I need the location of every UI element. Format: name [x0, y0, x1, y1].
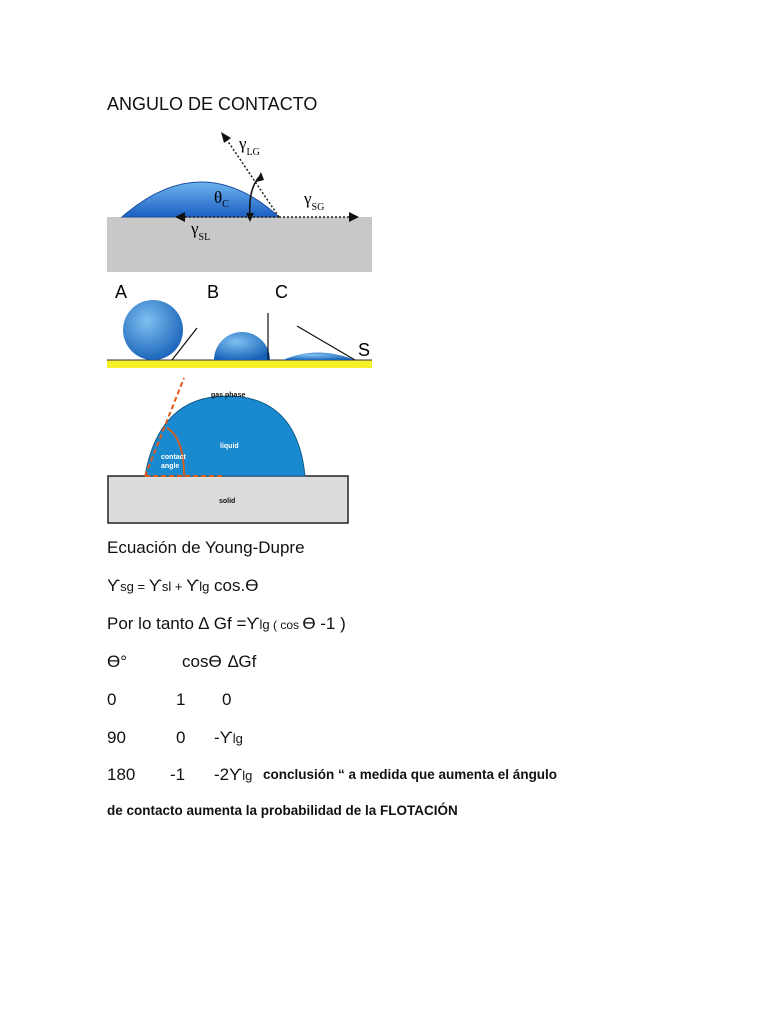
- header-cos: cosϴ: [182, 652, 222, 671]
- yellow-surface: [107, 360, 372, 368]
- contact-label: contact: [161, 454, 186, 461]
- theta-c-label: $\theta_C$: [214, 188, 229, 210]
- phase-contact-angle-diagram: [107, 376, 352, 528]
- label-s: S: [358, 340, 371, 360]
- conclusion-line-1: conclusión “ a medida que aumenta el ángulo: [263, 767, 558, 782]
- equation-title: Ecuación de Young-Dupre: [107, 538, 305, 557]
- row3-cos: -1: [170, 765, 186, 784]
- row2-dg: -ϒlg: [214, 728, 243, 747]
- page-title: ANGULO DE CONTACTO: [107, 94, 318, 114]
- drop-b: [214, 332, 270, 360]
- wetting-comparison-diagram: [107, 280, 372, 370]
- solid-surface: [107, 217, 372, 272]
- row1-dg: 0: [222, 690, 232, 709]
- gamma-lg-label: $\gamma_{LG}$: [239, 134, 260, 158]
- arrowhead-lg: [221, 132, 231, 143]
- drop-a: [123, 300, 183, 360]
- theta-arc-arrow: [256, 172, 264, 182]
- row3-theta: 180: [107, 765, 136, 784]
- free-energy-equation: Por lo tanto ∆ Gf =ϒlg ( cos ϴ -1 ): [107, 614, 346, 633]
- liquid-label: liquid: [220, 443, 239, 450]
- gamma-sg-label: $\gamma_{SG}$: [304, 189, 325, 213]
- row2-theta: 90: [107, 728, 126, 747]
- row2-cos: 0: [176, 728, 186, 747]
- row3-dg: -2ϒlg: [214, 765, 253, 784]
- gamma-sl-label: $\gamma_{SL}$: [191, 219, 211, 243]
- header-theta: ϴ°: [107, 652, 128, 671]
- angle-label: angle: [161, 463, 180, 470]
- contact-angle-diagram: [107, 122, 372, 272]
- solid-label: solid: [219, 498, 236, 505]
- label-b: B: [207, 282, 220, 302]
- liquid-drop: [122, 182, 279, 217]
- row1-cos: 1: [176, 690, 186, 709]
- label-c: C: [275, 282, 288, 302]
- conclusion-line-2: de contacto aumenta la probabilidad de la FLOTACIÓN: [107, 803, 458, 818]
- young-dupre-equation: ϒsg = ϒsl + ϒlg cos.ϴ: [107, 576, 259, 595]
- gas-phase-label: gas phase: [211, 392, 246, 399]
- header-dg: ∆Gf: [228, 652, 257, 671]
- label-a: A: [115, 282, 128, 302]
- row1-theta: 0: [107, 690, 117, 709]
